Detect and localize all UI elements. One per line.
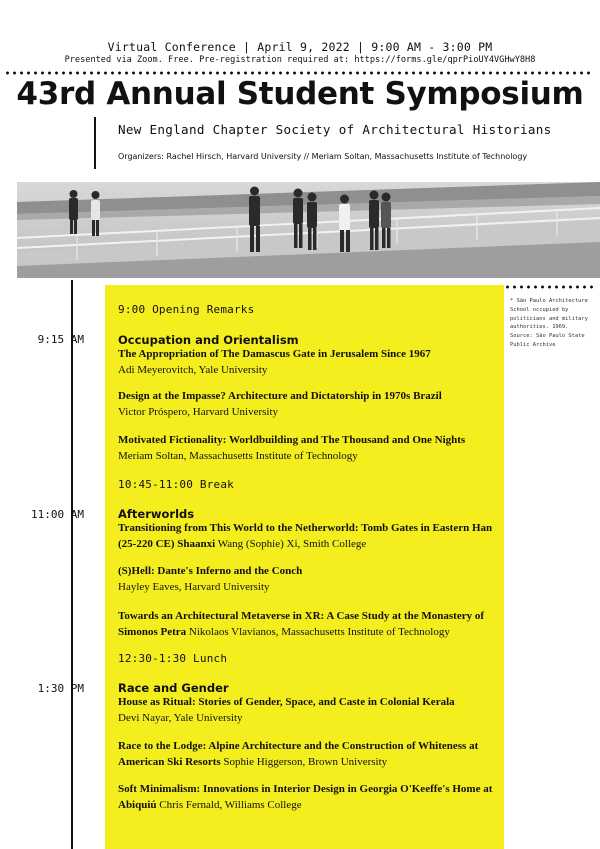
event-details: Virtual Conference | April 9, 2022 | 9:00 AM - 3:00 PM	[107, 40, 493, 54]
dotted-divider-top	[4, 71, 594, 75]
photo-caption: * São Paulo Architecture School occupied by politicians and military authorities. 1969. Source: São Paulo State Public Archive	[510, 298, 588, 348]
talk-speaker: Meriam Soltan, Massachusetts Institute of Technology	[118, 449, 358, 462]
talk-title: Design at the Impasse? Architecture and Dictatorship in 1970s Brazil	[118, 390, 442, 402]
talk	[118, 521, 498, 552]
talk	[118, 433, 498, 464]
talk	[118, 347, 498, 378]
header-photo	[17, 182, 600, 278]
session-title: Occupation and Orientalism	[118, 333, 299, 347]
talk	[118, 389, 498, 420]
page-title: 43rd Annual Student Symposium	[16, 76, 584, 112]
talk	[118, 739, 498, 770]
registration-note: Presented via Zoom. Free. Pre-registration required at: https://forms.gle/qprPioUY4VGHwY8H8	[64, 55, 536, 65]
dotted-divider-caption	[504, 285, 596, 289]
talk	[118, 564, 498, 595]
talk-title: Motivated Fictionality: Worldbuilding and The Thousand and One Nights	[118, 434, 466, 446]
talk-title: Race to the Lodge: Alpine Architecture and the Construction of Whiteness at American Ski Resorts	[118, 740, 479, 768]
talk-title: Towards an Architectural Metaverse in XR: A Case Study at the Monastery of Simonos Petra	[118, 610, 485, 638]
break-label: 10:45-11:00 Break	[118, 478, 234, 491]
lunch-label: 12:30-1:30 Lunch	[118, 652, 228, 665]
talk-title: (S)Hell: Dante's Inferno and the Conch	[118, 565, 303, 577]
talk-speaker: Sophie Higgerson, Brown University	[223, 755, 388, 768]
talk	[118, 782, 498, 813]
talk-speaker: Nikolaos Vlavianos, Massachusetts Institute of Technology	[188, 625, 450, 638]
talk-speaker: Victor Próspero, Harvard University	[118, 405, 279, 418]
talk-speaker: Chris Fernald, Williams College	[159, 798, 302, 811]
talk-speaker: Adi Meyerovitch, Yale University	[118, 363, 268, 376]
vertical-rule-schedule	[71, 280, 73, 849]
chapter-name: New England Chapter Society of Architectural Historians	[118, 122, 552, 137]
talk-title: Soft Minimalism: Innovations in Interior Design in Georgia O'Keeffe's Home at Abiquiú	[118, 783, 493, 811]
opening-remarks: 9:00 Opening Remarks	[118, 303, 255, 316]
talk-speaker: Hayley Eaves, Harvard University	[118, 580, 270, 593]
vertical-rule-header	[94, 117, 96, 169]
talk	[118, 609, 498, 640]
session-time: 11:00 AM	[31, 508, 84, 521]
session-time: 9:15 AM	[37, 333, 84, 346]
talk-speaker: Wang (Sophie) Xi, Smith College	[217, 537, 367, 550]
session-title: Afterworlds	[118, 507, 195, 521]
session-time: 1:30 PM	[37, 682, 84, 695]
talk-title: House as Ritual: Stories of Gender, Space, and Caste in Colonial Kerala	[118, 696, 455, 708]
session-title: Race and Gender	[118, 681, 229, 695]
talk-title: Transitioning from This World to the Netherworld: Tomb Gates in Eastern Han (25-220 CE) Shaanxi	[118, 522, 493, 550]
talk-speaker: Devi Nayar, Yale University	[118, 711, 243, 724]
organizers: Organizers: Rachel Hirsch, Harvard University // Meriam Soltan, Massachusetts Institute of Technology	[118, 152, 528, 161]
talk	[118, 695, 498, 726]
talk-title: The Appropriation of The Damascus Gate in Jerusalem Since 1967	[118, 348, 431, 360]
